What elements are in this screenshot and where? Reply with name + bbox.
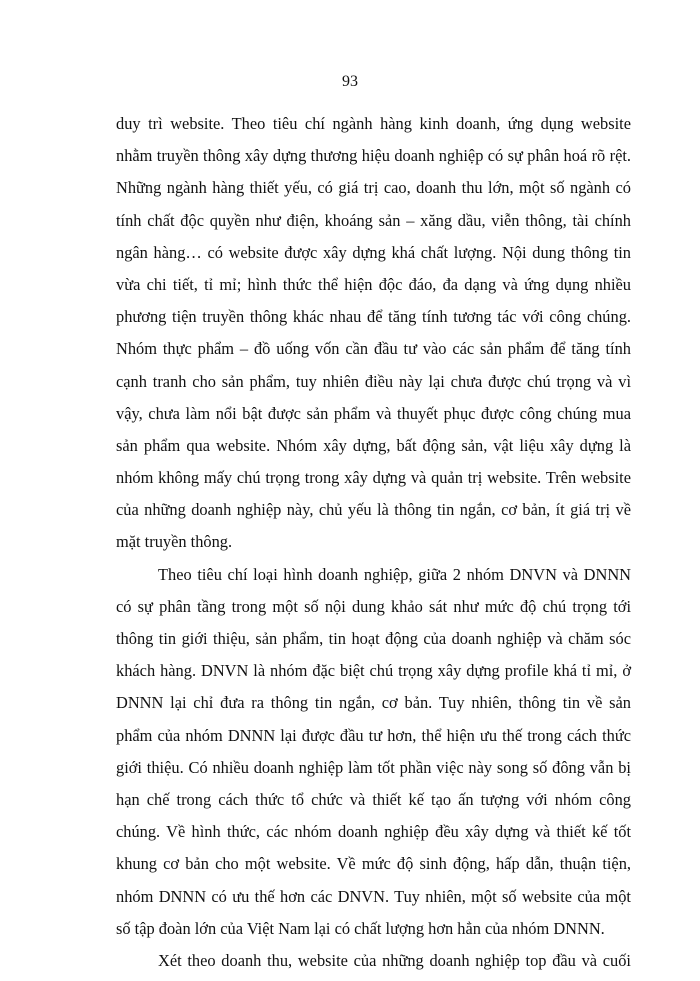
text-line: Xét theo doanh thu, website của những doanh nghiệp top đầu và cuối xyxy=(158,950,631,970)
text-line: số tập đoàn lớn của Việt Nam lại có chất lượng hơn hẳn của nhóm DNNN. xyxy=(116,918,605,938)
text-line: tính chất độc quyền như điện, khoáng sản – xăng dầu, viễn thông, tài chính xyxy=(116,210,631,230)
text-line: mặt truyền thông. xyxy=(116,532,233,552)
text-line: có sự phân tầng trong một số nội dung khảo sát như mức độ chú trọng tới xyxy=(116,596,631,616)
text-line: khách hàng. DNVN là nhóm đặc biệt chú trọng xây dựng profile khá tỉ mỉ, ở xyxy=(116,661,631,681)
text-line: cạnh tranh cho sản phẩm, tuy nhiên điều này lại chưa được chú trọng và vì xyxy=(116,371,631,391)
text-line: ngân hàng… có website được xây dựng khá chất lượng. Nội dung thông tin xyxy=(116,242,631,262)
text-line: nhằm truyền thông xây dựng thương hiệu doanh nghiệp có sự phân hoá rõ rệt. xyxy=(116,146,631,166)
text-line: hạn chế trong cách thức tổ chức và thiết kế tạo ấn tượng với nhóm công xyxy=(116,789,631,809)
text-line: Nhóm thực phẩm – đồ uống vốn cần đầu tư vào các sản phẩm để tăng tính xyxy=(116,339,631,359)
text-line: sản phẩm qua website. Nhóm xây dựng, bất động sản, vật liệu xây dựng là xyxy=(116,435,631,455)
text-line: của những doanh nghiệp này, chủ yếu là thông tin ngắn, cơ bản, ít giá trị về xyxy=(116,500,631,520)
text-line: vậy, chưa làm nổi bật được sản phẩm và thuyết phục được công chúng mua xyxy=(116,403,631,423)
text-line: phương tiện truyền thông khác nhau để tăng tính tương tác với công chúng. xyxy=(116,307,631,327)
text-line: khung cơ bản cho một website. Về mức độ sinh động, hấp dẫn, thuận tiện, xyxy=(116,854,631,874)
text-line: phẩm của nhóm DNNN lại được đầu tư hơn, thể hiện ưu thế trong cách thức xyxy=(116,725,631,745)
text-line: duy trì website. Theo tiêu chí ngành hàng kinh doanh, ứng dụng website xyxy=(116,114,631,133)
text-line: thông tin giới thiệu, sản phẩm, tin hoạt động của doanh nghiệp và chăm sóc xyxy=(116,629,631,648)
text-line: DNNN lại chỉ đưa ra thông tin ngắn, cơ bản. Tuy nhiên, thông tin về sản xyxy=(116,693,631,713)
text-line: Những ngành hàng thiết yếu, có giá trị cao, doanh thu lớn, một số ngành có xyxy=(116,178,631,198)
text-line: nhóm DNNN có ưu thế hơn các DNVN. Tuy nhiên, một số website của một xyxy=(116,886,631,906)
page-number: 93 xyxy=(342,73,358,90)
body-text xyxy=(116,112,631,981)
text-line: giới thiệu. Có nhiều doanh nghiệp làm tốt phần việc này song số đông vẫn bị xyxy=(116,757,631,777)
text-line: Theo tiêu chí loại hình doanh nghiệp, giữa 2 nhóm DNVN và DNNN xyxy=(158,564,631,584)
text-line: chúng. Về hình thức, các nhóm doanh nghiệp đều xây dựng và thiết kế tốt xyxy=(116,822,631,842)
text-line: vừa chi tiết, tỉ mỉ; hình thức thể hiện độc đáo, đa dạng và ứng dụng nhiều xyxy=(116,274,631,294)
text-line: nhóm không mấy chú trọng trong xây dựng và quản trị website. Trên website xyxy=(116,468,631,488)
